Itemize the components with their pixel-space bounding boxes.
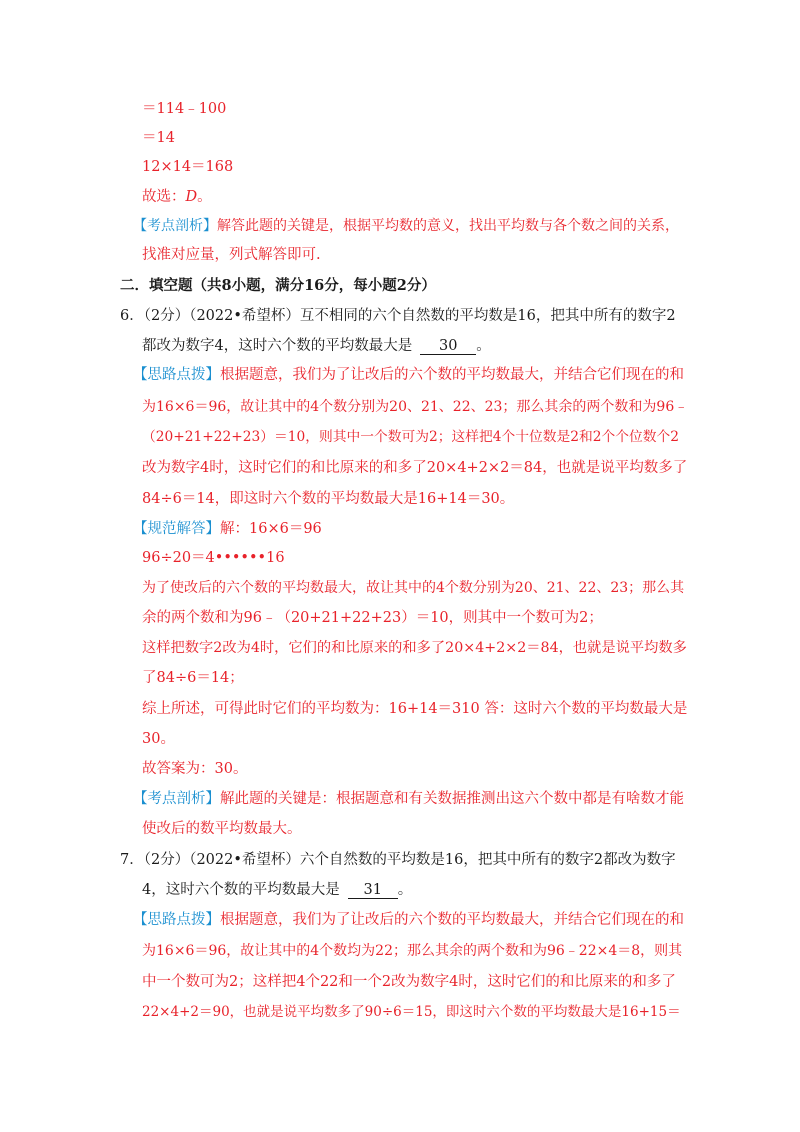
calc-line-3: 12×14＝168 [142, 159, 234, 175]
q7-hint-text-1: 根据题意，我们为了让改后的六个数的平均数最大，并结合它们现在的和 [220, 912, 684, 928]
q6-solution-line-3: 为了使改后的六个数的平均数最大，故让其中的4个数分别为20、21、22、23；那么其 [142, 580, 685, 596]
choice-prefix: 故选： [142, 189, 186, 205]
q6-stem-text: 都改为数字4，这时六个数的平均数最大是 [142, 338, 413, 354]
q6-hint-line-2: 为16×6＝96，故让其中的4个数分别为20、21、22、23；那么其余的两个数和为96﹣ [142, 399, 689, 415]
q6-stem-line-2 [142, 336, 491, 356]
q6-solution-line-1 [133, 519, 322, 539]
q7-stem-end: 。 [397, 882, 413, 898]
analysis-line-2: 找准对应量，列式解答即可. [142, 247, 321, 263]
q6-analysis-line-1 [133, 789, 684, 809]
q6-analysis-line-2: 使改后的数平均数最大。 [142, 821, 302, 837]
choice-line [142, 187, 212, 207]
q6-solution-tag: 【规范解答】 [133, 521, 220, 537]
q6-solution-line-4: 余的两个数和为96﹣（20+21+22+23）＝10，则其中一个数可为2； [142, 610, 603, 626]
q7-hint-tag: 【思路点拨】 [133, 912, 220, 928]
q6-hint-line-1 [133, 365, 684, 385]
q6-analysis-text-1: 解此题的关键是：根据题意和有关数据推测出这六个数中都是有啥数才能 [220, 791, 684, 807]
q7-stem-line-2 [142, 880, 412, 900]
q7-hint-line-2: 为16×6＝96，故让其中的4个数均为22；那么其余的两个数和为96﹣22×4＝8，则其 [142, 943, 683, 959]
q6-solution-text-1: 解：16×6＝96 [220, 521, 322, 537]
q7-stem-text: 4，这时六个数的平均数最大是 [142, 882, 340, 898]
calc-line-1: ＝114﹣100 [142, 101, 227, 117]
q6-solution-line-7: 综上所述，可得此时它们的平均数为：16+14＝310 答：这时六个数的平均数最大是 [142, 701, 688, 717]
choice-suffix: 。 [197, 189, 212, 205]
q7-hint-line-3: 中一个数可为2；这样把4个22和一个2改为数字4时，这时它们的和比原来的和多了 [142, 974, 676, 990]
q6-stem-end: 。 [476, 338, 491, 354]
q6-hint-text-1: 根据题意，我们为了让改后的六个数的平均数最大，并结合它们现在的和 [220, 367, 684, 383]
q6-solution-line-5: 这样把数字2改为4时，它们的和比原来的和多了20×4+2×2＝84，也就是说平均数多 [142, 640, 687, 656]
q6-final-answer: 故答案为：30。 [142, 761, 248, 777]
analysis-line-1 [133, 216, 679, 236]
analysis-text-1: 解答此题的关键是，根据平均数的意义，找出平均数与各个数之间的关系， [217, 218, 679, 234]
q7-hint-line-1 [133, 910, 684, 930]
q6-hint-line-5: 84÷6＝14，即这时六个数的平均数最大是16+14＝30。 [142, 491, 515, 507]
q6-stem-line-1: 6．（2分）（2022•希望杯）互不相同的六个自然数的平均数是16，把其中所有的数字2 [120, 308, 676, 324]
q6-analysis-tag: 【考点剖析】 [133, 791, 220, 807]
q7-hint-line-4: 22×4+2＝90，也就是说平均数多了90÷6＝15，即这时六个数的平均数最大是16+15＝ [142, 1004, 681, 1020]
analysis-tag: 【考点剖析】 [133, 218, 217, 234]
choice-letter: D [185, 189, 198, 205]
q6-solution-line-8: 30。 [142, 731, 175, 747]
section-heading: 二．填空题（共8小题，满分16分，每小题2分） [120, 277, 436, 294]
q6-hint-line-3: （20+21+22+23）＝10，则其中一个数可为2；这样把4个十位数是2和2个个位数个2 [142, 429, 680, 445]
calc-line-2: ＝14 [142, 130, 175, 146]
q6-solution-line-6: 了84÷6＝14； [142, 670, 244, 686]
q6-hint-line-4: 改为数字4时，这时它们的和比原来的和多了20×4+2×2＝84，也就是说平均数多了 [142, 460, 688, 476]
q7-stem-line-1: 7．（2分）（2022•希望杯）六个自然数的平均数是16，把其中所有的数字2都改为数字 [120, 852, 676, 868]
q6-hint-tag: 【思路点拨】 [133, 367, 220, 383]
q6-solution-line-2: 96÷20＝4••••••16 [142, 550, 285, 566]
q7-answer-blank: 31 [348, 882, 398, 899]
q6-answer-blank: 30 [420, 338, 476, 355]
